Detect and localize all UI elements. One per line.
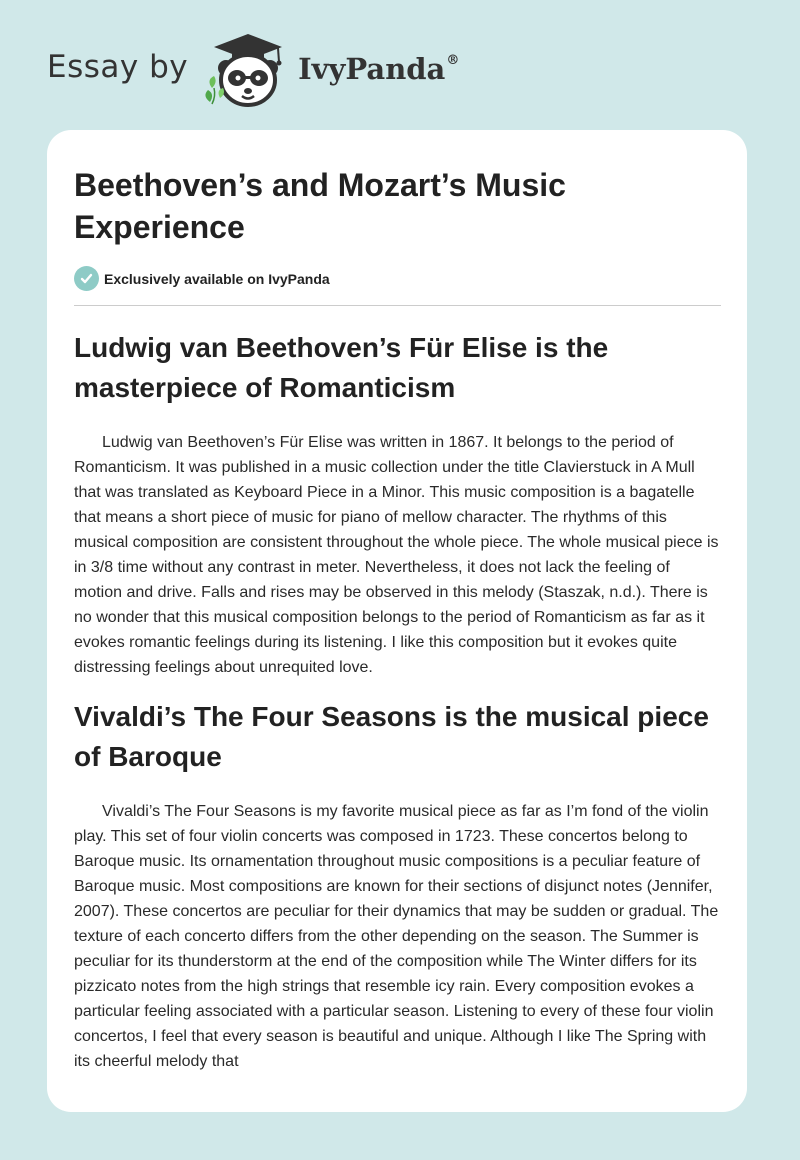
essay-by-label: Essay by <box>47 49 189 85</box>
exclusive-badge <box>74 266 721 291</box>
site-header <box>47 30 459 110</box>
registered-mark: ® <box>446 53 460 69</box>
section-body-beethoven: Ludwig van Beethoven’s Für Elise was written in 1867. It belongs to the period of Romanticism. It was published in a music collection under the title Clavierstuck in A Mull that was translated as Keyboard Piece in a Minor. This music composition is a bagatelle that means a short piece of music for piano of mellow character. The rhythms of this musical composition are consistent throughout the whole piece. The whole musical piece is in 3/8 time without any contrast in meter. Nevertheless, it does not lack the feeling of motion and drive. Falls and rises may be observed in this melody (Staszak, n.d.). There is no wonder that this musical composition belongs to the period of Romanticism as far as it evokes romantic feelings during its listening. I like this composition but it evokes quite distressing feelings about unrequited love. <box>74 434 719 676</box>
section-heading-vivaldi: Vivaldi’s The Four Seasons is the musical piece of Baroque <box>74 701 709 772</box>
title-divider <box>74 305 721 306</box>
exclusive-badge-label: Exclusively available on IvyPanda <box>104 270 330 287</box>
check-icon <box>74 266 99 291</box>
page-title: Beethoven’s and Mozart’s Music Experience <box>74 167 566 245</box>
brand-label: IvyPanda <box>298 52 446 86</box>
section-heading-beethoven: Ludwig van Beethoven’s Für Elise is the masterpiece of Romanticism <box>74 332 609 403</box>
section-body-vivaldi: Vivaldi’s The Four Seasons is my favorite musical piece as far as I’m fond of the violin play. This set of four violin concerts was composed in 1723. These concertos belong to Baroque music. Its ornamentation throughout music compositions is a peculiar feature of Baroque music. Most compositions are known for their sections of disjunct notes (Jennifer, 2007). These concertos are peculiar for their dynamics that may be sudden or gradual. The texture of each concerto differs from the other depending on the season. The Summer is peculiar for its thunderstorm at the end of the composition while The Winter differs for its pizzicato notes from the high strings that resemble icy rain. Every composition evokes a particular feeling associated with a particular season. Listening to every of these four violin concertos, I feel that every season is beautiful and unique. Although I like The Spring with its cheerful melody that <box>74 803 719 1070</box>
brand-name[interactable] <box>298 52 459 86</box>
essay-card <box>47 130 747 1112</box>
panda-logo-icon <box>202 30 294 110</box>
